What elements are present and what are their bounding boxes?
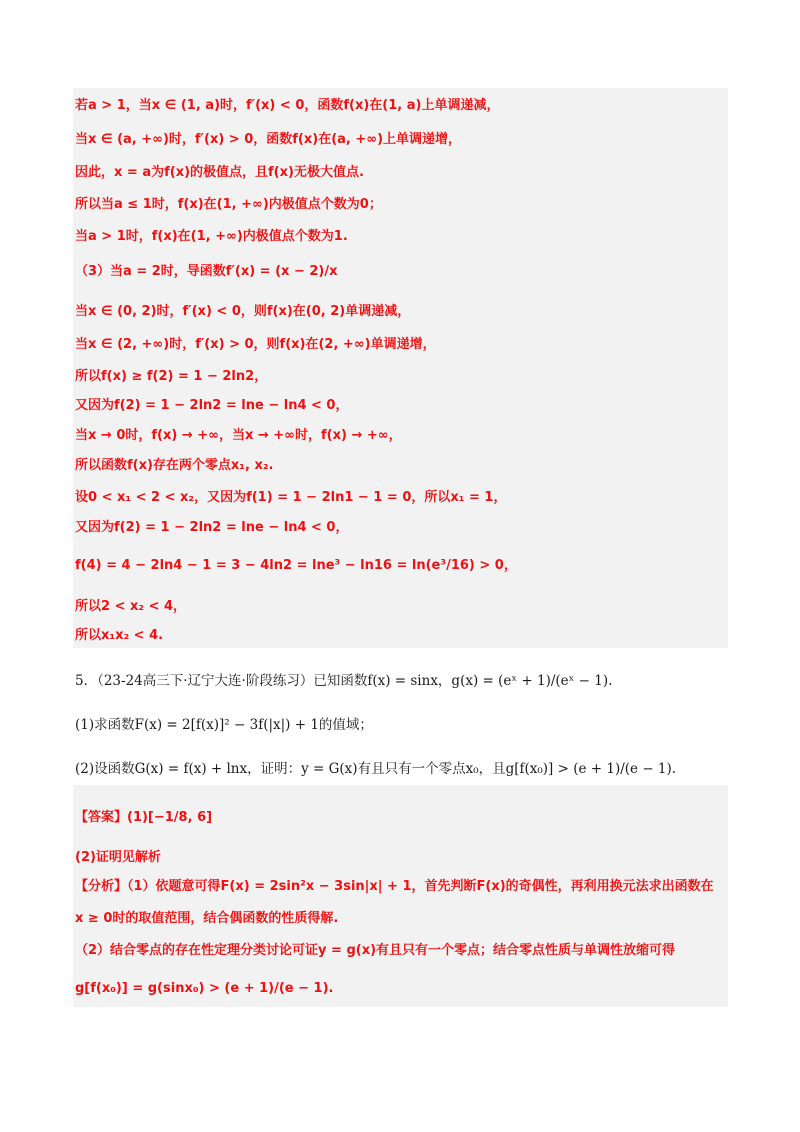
analysis-line: （2）结合零点的存在性定理分类讨论可证y = g(x)有且只有一个零点；结合零点性质与单调性放缩可得	[75, 943, 676, 958]
solution-line: 所以f(x) ≥ f(2) = 1 − 2ln2，	[75, 369, 268, 384]
solution-line: 又因为f(2) = 1 − 2ln2 = lne − ln4 < 0，	[75, 398, 349, 413]
analysis-line: 【分析】（1）依题意可得F(x) = 2sin²x − 3sin|x| + 1，首先判断F(x)的奇偶性，再利用换元法求出函数在	[75, 879, 714, 894]
problem-part2: (2)设函数G(x) = f(x) + lnx，证明：y = G(x)有且只有一个零点x₀，且g[f(x₀)] > (e + 1)/(e − 1).	[75, 761, 677, 777]
solution-line: 又因为f(2) = 1 − 2ln2 = lne − ln4 < 0，	[75, 520, 349, 535]
answer-part2: (2)证明见解析	[75, 850, 161, 865]
analysis-line: x ≥ 0时的取值范围，结合偶函数的性质得解.	[75, 911, 339, 926]
analysis-line: g[f(x₀)] = g(sinx₀) > (e + 1)/(e − 1).	[75, 981, 334, 996]
solution-line: 若a > 1，当x ∈ (1, a)时，f′(x) < 0，函数f(x)在(1, a)上单调递减，	[75, 98, 500, 113]
solution-line: （3）当a = 2时，导函数f′(x) = (x − 2)/x	[75, 264, 338, 279]
solution-line: 当x ∈ (0, 2)时，f′(x) < 0，则f(x)在(0, 2)单调递减，	[75, 304, 411, 319]
problem-stem: 5．（23-24高三下·辽宁大连·阶段练习）已知函数f(x) = sinx，g(x) = (eˣ + 1)/(eˣ − 1).	[75, 673, 613, 689]
solution-line: 当x ∈ (a, +∞)时，f′(x) > 0，函数f(x)在(a, +∞)上单调递增，	[75, 132, 462, 147]
solution-line: 所以当a ≤ 1时，f(x)在(1, +∞)内极值点个数为0；	[75, 197, 382, 212]
solution-line: f(4) = 4 − 2ln4 − 1 = 3 − 4ln2 = lne³ − ln16 = ln(e³/16) > 0，	[75, 558, 517, 573]
solution-line: 设0 < x₁ < 2 < x₂，又因为f(1) = 1 − 2ln1 − 1 = 0，所以x₁ = 1，	[75, 490, 507, 505]
problem-part1: (1)求函数F(x) = 2[f(x)]² − 3f(|x|) + 1的值域；	[75, 717, 373, 733]
solution-line: 当x ∈ (2, +∞)时，f′(x) > 0，则f(x)在(2, +∞)单调递增，	[75, 337, 436, 352]
solution-line: 所以x₁x₂ < 4.	[75, 628, 164, 643]
solution-line: 所以函数f(x)存在两个零点x₁, x₂.	[75, 458, 274, 473]
answer-part1: 【答案】(1)[−1/8, 6]	[75, 810, 213, 825]
solution-line: 当a > 1时，f(x)在(1, +∞)内极值点个数为1.	[75, 229, 348, 244]
solution-line: 因此，x = a为f(x)的极值点，且f(x)无极大值点.	[75, 165, 364, 180]
solution-line: 所以2 < x₂ < 4，	[75, 599, 187, 614]
solution-line: 当x → 0时，f(x) → +∞，当x → +∞时，f(x) → +∞，	[75, 428, 402, 443]
